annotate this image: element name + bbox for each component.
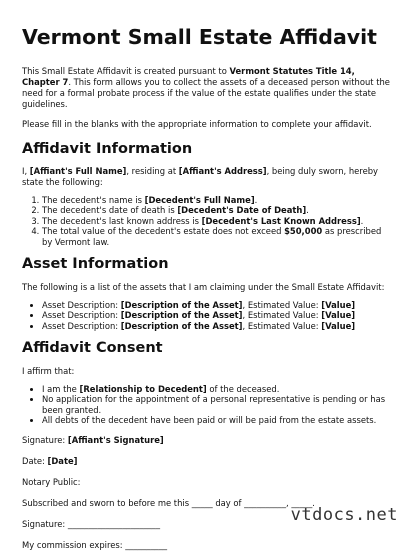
asset-description-field: [Description of the Asset] xyxy=(120,299,243,310)
item-text: as prescribed by Vermont law. xyxy=(42,226,382,247)
item-text: . xyxy=(254,194,258,205)
signature-label: Signature: xyxy=(22,434,68,445)
notary-signature-line: Signature: ______________________ xyxy=(22,518,161,529)
item-text: of the deceased. xyxy=(206,383,280,394)
asset-description-field: [Description of the Asset] xyxy=(120,320,243,331)
item-text: , Estimated Value: xyxy=(242,320,322,331)
instruction-paragraph: Please fill in the blanks with the appropriate information to complete your affidavit. xyxy=(22,118,372,129)
asset-info-heading: Asset Information xyxy=(22,256,169,273)
affiant-statement xyxy=(22,166,390,188)
item-text: . xyxy=(306,205,309,216)
item-text: Asset Description: xyxy=(42,299,121,310)
asset-value-field: [Value] xyxy=(321,320,356,331)
item-text: Asset Description: xyxy=(42,320,121,331)
intro-text: This Small Estate Affidavit is created pursuant to xyxy=(22,65,230,76)
list-item xyxy=(42,310,390,321)
decedent-address-field: [Decedent's Last Known Address] xyxy=(201,215,361,226)
intro-text-end: . This form allows you to collect the assets of a deceased person without the need for a formal probate process if the value of the estate qualifies under the state guidelines. xyxy=(22,76,390,109)
list-item: • All debts of the decedent have been paid or will be paid from the estate assets. xyxy=(42,415,390,426)
item-text: Asset Description: xyxy=(42,310,121,321)
site-watermark: vtdocs.net xyxy=(290,505,398,525)
asset-list xyxy=(22,300,390,332)
list-item xyxy=(42,216,390,227)
affiant-name-field: [Affiant's Full Name] xyxy=(29,165,127,176)
subscribed-line: Subscribed and sworn to before me this _____ day of __________, _____. xyxy=(22,497,315,508)
affiant-text: , residing at xyxy=(126,165,179,176)
date-field: [Date] xyxy=(47,455,78,466)
item-text: , Estimated Value: xyxy=(242,299,322,310)
signature-field: [Affiant's Signature] xyxy=(67,434,164,445)
affiant-text: , being duly sworn, hereby state the following: xyxy=(22,165,378,187)
list-item xyxy=(42,226,390,247)
decedent-info-list xyxy=(22,195,390,248)
affiant-address-field: [Affiant's Address] xyxy=(178,165,267,176)
list-item: • No application for the appointment of a personal representative is pending or has been granted. xyxy=(42,394,390,415)
list-item xyxy=(42,195,390,206)
signature-line xyxy=(22,435,390,446)
list-item xyxy=(42,321,390,332)
relationship-field: [Relationship to Decedent] xyxy=(79,383,207,394)
affidavit-info-heading: Affidavit Information xyxy=(22,140,193,157)
commission-line: My commission expires: __________ xyxy=(22,539,168,550)
list-item xyxy=(42,384,390,395)
item-text: The decedent's name is xyxy=(42,194,145,205)
item-text: I am the xyxy=(42,383,80,394)
item-text: , Estimated Value: xyxy=(242,310,322,321)
asset-intro: The following is a list of the assets that I am claiming under the Small Estate Affidavit: xyxy=(22,281,385,292)
decedent-death-date-field: [Decedent's Date of Death] xyxy=(177,205,307,216)
date-label: Date: xyxy=(22,455,48,466)
affiant-text: I, xyxy=(22,165,30,176)
intro-paragraph xyxy=(22,66,390,110)
list-item xyxy=(42,300,390,311)
consent-list xyxy=(22,384,390,426)
notary-label: Notary Public: xyxy=(22,476,81,487)
asset-description-field: [Description of the Asset] xyxy=(120,310,243,321)
asset-value-field: [Value] xyxy=(321,299,356,310)
item-text: The decedent's last known address is xyxy=(42,215,202,226)
asset-value-field: [Value] xyxy=(321,310,356,321)
decedent-name-field: [Decedent's Full Name] xyxy=(144,194,255,205)
item-text: The total value of the decedent's estate does not exceed xyxy=(42,226,285,237)
item-text: . xyxy=(360,215,364,226)
document-title: Vermont Small Estate Affidavit xyxy=(22,25,377,49)
list-item xyxy=(42,205,390,216)
date-line xyxy=(22,456,390,467)
consent-heading: Affidavit Consent xyxy=(22,340,163,357)
consent-intro: I affirm that: xyxy=(22,365,75,376)
statute-reference: Vermont Statutes Title 14, Chapter 7 xyxy=(22,65,355,87)
estate-limit-value: $50,000 xyxy=(284,226,323,237)
item-text: The decedent's date of death is xyxy=(42,205,178,216)
